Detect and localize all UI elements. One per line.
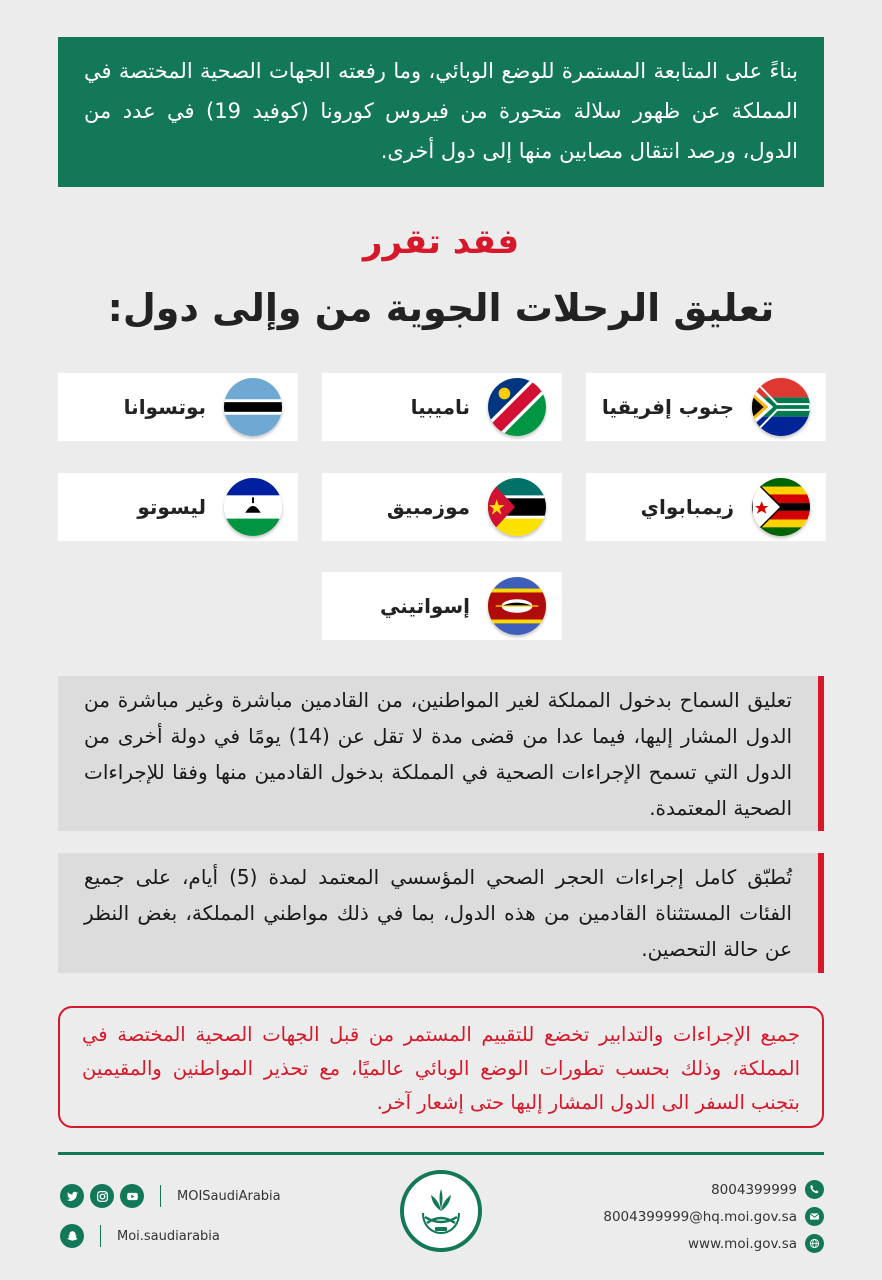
contact-website bbox=[688, 1234, 824, 1253]
country-name: جنوب إفريقيا bbox=[601, 395, 734, 419]
south-africa-flag-icon bbox=[752, 378, 810, 436]
twitter-icon[interactable] bbox=[60, 1184, 84, 1208]
phone-number[interactable]: 8004399999 bbox=[711, 1181, 797, 1198]
country-name: زيمبابواي bbox=[640, 495, 734, 519]
mozambique-flag-icon bbox=[488, 478, 546, 536]
suspension-title: تعليق الرحلات الجوية من وإلى دول: bbox=[107, 286, 775, 330]
notice-quarantine bbox=[58, 853, 824, 973]
website-link[interactable]: www.moi.gov.sa bbox=[688, 1235, 797, 1252]
notice-entry-suspension bbox=[58, 676, 824, 831]
decision-title: فقد تقرر bbox=[362, 222, 520, 262]
vertical-separator bbox=[100, 1225, 101, 1247]
intro-banner bbox=[58, 37, 824, 187]
country-card-zimbabwe bbox=[586, 473, 826, 541]
snapchat-icon[interactable] bbox=[60, 1224, 84, 1248]
snapchat-handle[interactable]: Moi.saudiarabia bbox=[117, 1228, 220, 1244]
country-name: إسواتيني bbox=[380, 594, 470, 618]
warning-box bbox=[58, 1006, 824, 1128]
email-icon bbox=[805, 1207, 824, 1226]
youtube-icon[interactable] bbox=[120, 1184, 144, 1208]
country-name: بوتسوانا bbox=[123, 395, 206, 419]
country-card-namibia bbox=[322, 373, 562, 441]
globe-cursor-icon bbox=[805, 1234, 824, 1253]
zimbabwe-flag-icon bbox=[752, 478, 810, 536]
contact-phone bbox=[711, 1180, 824, 1199]
contact-email bbox=[603, 1207, 824, 1226]
notice-text: تعليق السماح بدخول المملكة لغير المواطنين، من القادمين مباشرة وغير مباشرة من الدول المشار إليها، فيما عدا من قضى مدة لا تقل عن (14) يومًا في دولة أخرى من الدول التي تسمح الإجراءات الصحية في المملكة بدخول القادمين منها وفقا للإجراءات الصحية المعتمدة. bbox=[84, 688, 793, 820]
social-links bbox=[60, 1184, 281, 1248]
country-card-eswatini bbox=[322, 572, 562, 640]
country-name: ليسوتو bbox=[137, 495, 206, 519]
footer-divider bbox=[58, 1152, 824, 1155]
botswana-flag-icon bbox=[224, 378, 282, 436]
country-card-lesotho bbox=[58, 473, 298, 541]
lesotho-flag-icon bbox=[224, 478, 282, 536]
email-address[interactable]: 8004399999@hq.moi.gov.sa bbox=[603, 1208, 797, 1225]
instagram-icon[interactable] bbox=[90, 1184, 114, 1208]
social-handle[interactable]: MOISaudiArabia bbox=[177, 1188, 281, 1204]
country-card-botswana bbox=[58, 373, 298, 441]
ministry-emblem-icon bbox=[400, 1170, 482, 1252]
notice-text: تُطبّق كامل إجراءات الحجر الصحي المؤسسي المعتمد لمدة (5) أيام، على جميع الفئات المستثناة القادمين من هذه الدول، بما في ذلك مواطني المملكة، بغض النظر عن حالة التحصين. bbox=[84, 865, 793, 961]
eswatini-flag-icon bbox=[488, 577, 546, 635]
phone-icon bbox=[805, 1180, 824, 1199]
vertical-separator bbox=[160, 1185, 161, 1207]
social-row-snapchat bbox=[60, 1224, 281, 1248]
social-row-main bbox=[60, 1184, 281, 1208]
namibia-flag-icon bbox=[488, 378, 546, 436]
country-card-mozambique bbox=[322, 473, 562, 541]
country-name: موزمبيق bbox=[386, 495, 470, 519]
warning-text: جميع الإجراءات والتدابير تخضع للتقييم المستمر من قبل الجهات الصحية المختصة في المملكة، وذلك بحسب تطورات الوضع الوبائي عالميًا، مع تحذير المواطنين والمقيمين بتجنب السفر الى الدول المشار إليها حتى إشعار آخر. bbox=[82, 1023, 800, 1114]
intro-text: بناءً على المتابعة المستمرة للوضع الوبائي، وما رفعته الجهات الصحية المختصة في المملكة عن ظهور سلالة متحورة من فيروس كورونا (كوفيد 19) في عدد من الدول، ورصد انتقال مصابين منها إلى دول أخرى. bbox=[84, 59, 799, 163]
country-card-south-africa bbox=[586, 373, 826, 441]
contact-info bbox=[603, 1180, 824, 1253]
country-name: ناميبيا bbox=[410, 395, 470, 419]
